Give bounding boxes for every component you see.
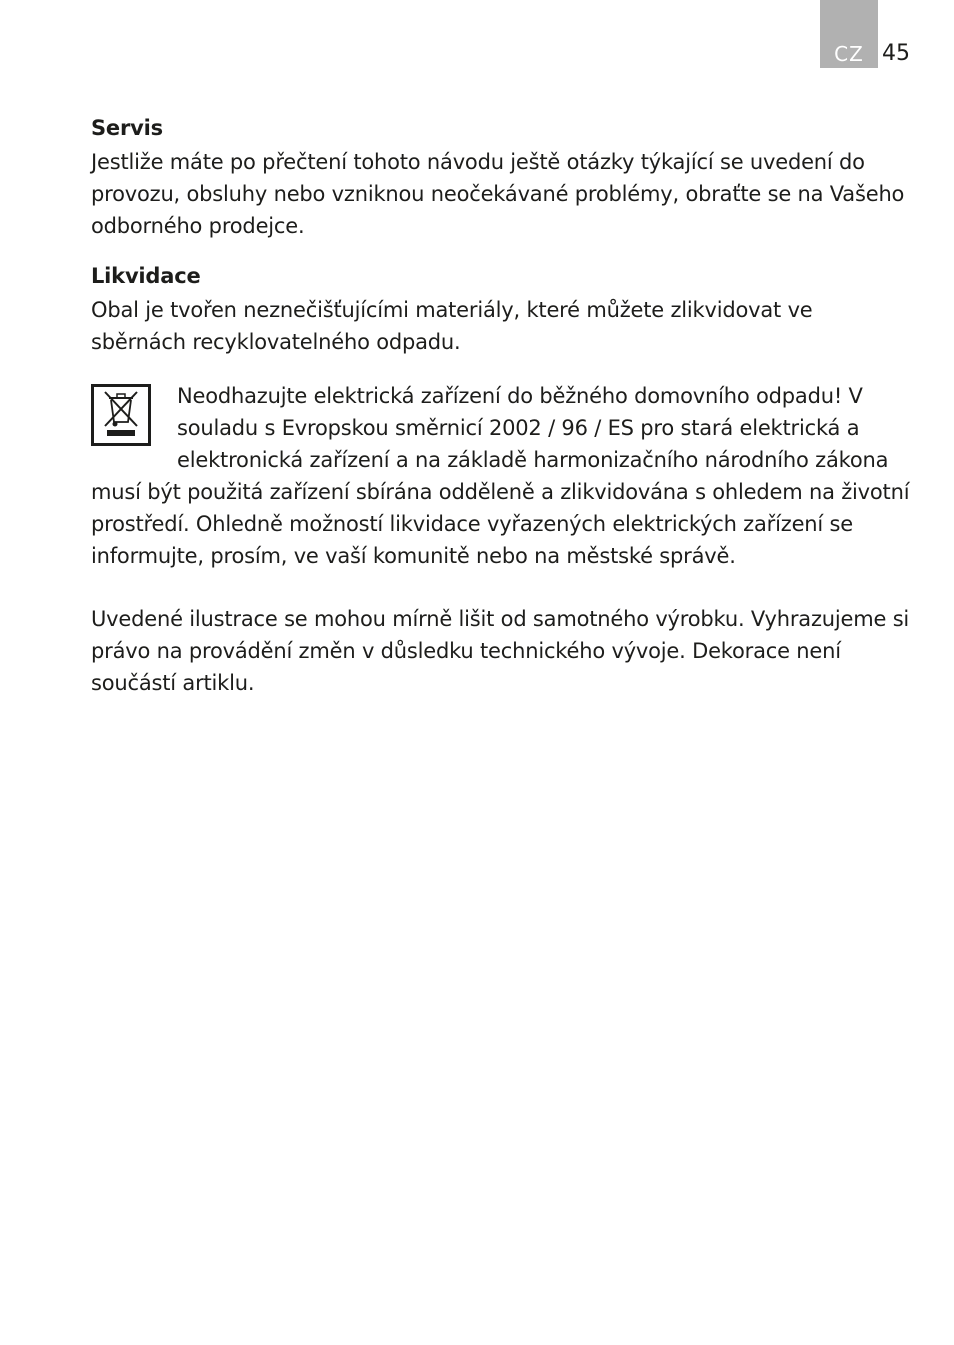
- weee-section: [91, 380, 913, 572]
- language-tab: [820, 0, 878, 68]
- page-number: 45: [882, 41, 910, 66]
- language-label: CZ: [834, 42, 864, 66]
- servis-section: [91, 110, 913, 242]
- crossed-out-wheelie-bin-icon: [91, 384, 151, 446]
- likvidace-heading: Likvidace: [91, 264, 201, 288]
- likvidace-section: [91, 258, 913, 358]
- likvidace-text: Obal je tvořen neznečišťujícími materiály, které můžete zlikvidovat ve sběrnách recyklovatelného odpadu.: [91, 298, 813, 354]
- weee-text: Neodhazujte elektrická zařízení do běžného domovního odpadu! V souladu s Evropskou směrnicí 2002 / 96 / ES pro stará elektrická a elektronická zařízení a na základě harmonizačního národního zákona musí být použitá zařízení sbírána odděleně a zlikvidována s ohledem na životní prostředí. Ohledně možností likvidace vyřazených elektrických zařízení se informujte, prosím, ve vaší komunitě nebo na městské správě.: [91, 384, 910, 568]
- servis-heading: Servis: [91, 116, 163, 140]
- page-content: [91, 110, 913, 699]
- servis-text: Jestliže máte po přečtení tohoto návodu ještě otázky týkající se uvedení do provozu, obsluhy nebo vzniknou neočekávané problémy, obraťte se na Vašeho odborného prodejce.: [91, 150, 905, 238]
- disclaimer-text: Uvedené ilustrace se mohou mírně lišit od samotného výrobku. Vyhrazujeme si právo na provádění změn v důsledku technického vývoje. Dekorace není součástí artiklu.: [91, 607, 910, 695]
- disclaimer-section: [91, 603, 913, 699]
